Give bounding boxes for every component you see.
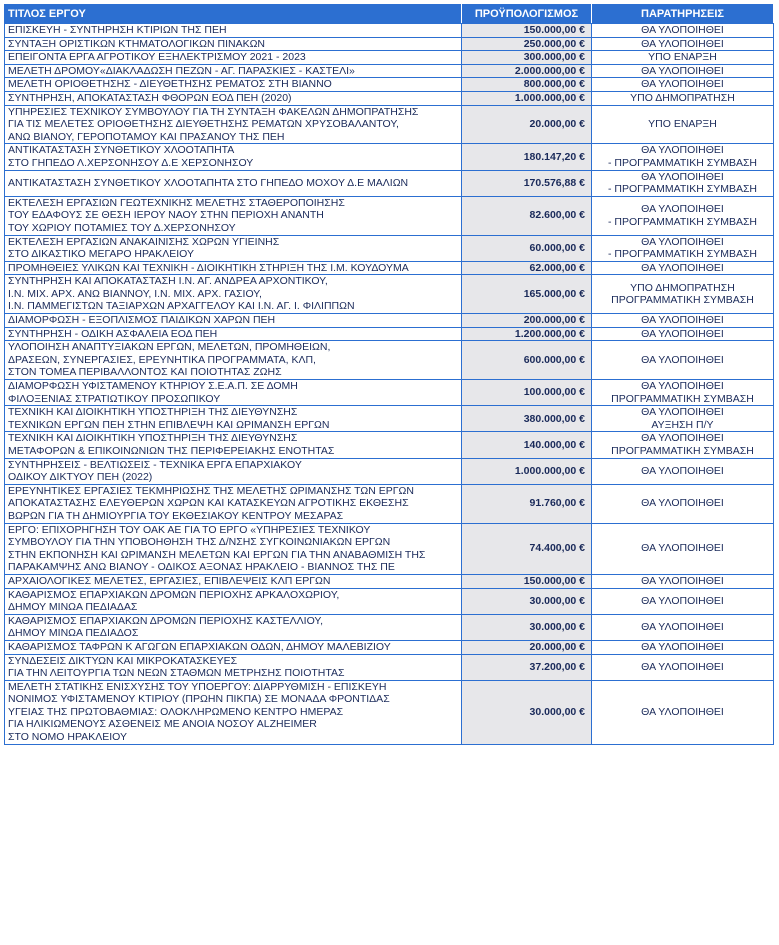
project-title-line: ΣΤΟ ΔΙΚΑΣΤΙΚΟ ΜΕΓΑΡΟ ΗΡΑΚΛΕΙΟΥ <box>8 248 194 261</box>
remarks-line: ΘΑ ΥΛΟΠΟΙΗΘΕΙ <box>641 144 724 157</box>
remarks-line: ΘΑ ΥΛΟΠΟΙΗΘΕΙ <box>641 235 724 248</box>
project-title-line: ΔΙΑΜΟΡΦΩΣΗ - ΕΞΟΠΛΙΣΜΟΣ ΠΑΙΔΙΚΩΝ ΧΑΡΩΝ ΠΕΗ <box>8 314 276 327</box>
project-title-cell <box>5 51 462 65</box>
remarks-cell <box>592 640 774 654</box>
table-row <box>5 196 774 235</box>
remarks-line: - ΠΡΟΓΡΑΜΜΑΤΙΚΗ ΣΥΜΒΑΣΗ <box>607 215 758 228</box>
column-header-remarks: ΠΑΡΑΤΗΡΗΣΕΙΣ <box>592 5 774 24</box>
project-title-line: Ι.Ν. ΜΙΧ. ΑΡΧ. ΑΝΩ ΒΙΑΝΝΟΥ, Ι.Ν. ΜΙΧ. ΑΡΧ. ΓΑΣΙΟΥ, <box>8 287 262 300</box>
project-title-cell <box>5 275 462 314</box>
table-row <box>5 640 774 654</box>
remarks-cell <box>592 37 774 51</box>
budget-cell: 170.576,88 € <box>462 170 592 196</box>
remarks-cell <box>592 680 774 744</box>
project-title-cell <box>5 432 462 458</box>
project-title-cell <box>5 406 462 432</box>
table-header-row <box>5 5 774 24</box>
remarks-line: ΥΠΟ ΔΗΜΟΠΡΑΤΗΣΗ <box>630 91 735 104</box>
project-title-cell <box>5 484 462 523</box>
remarks-cell <box>592 51 774 65</box>
budget-cell: 800.000,00 € <box>462 78 592 92</box>
table-row <box>5 432 774 458</box>
project-title-cell <box>5 588 462 614</box>
project-title-line: ΕΡΕΥΝΗΤΙΚΕΣ ΕΡΓΑΣΙΕΣ ΤΕΚΜΗΡΙΩΣΗΣ ΤΗΣ ΜΕΛΕΤΗΣ ΩΡΙΜΑΝΣΗΣ ΤΩΝ ΕΡΓΩΝ <box>8 484 414 497</box>
project-title-line: ΕΠΙΣΚΕΥΗ - ΣΥΝΤΗΡΗΣΗ ΚΤΙΡΙΩΝ ΤΗΣ ΠΕΗ <box>8 24 227 36</box>
project-title-line: ΔΙΑΜΟΡΦΩΣΗ ΥΦΙΣΤΑΜΕΝΟΥ ΚΤΗΡΙΟΥ Σ.Ε.Α.Π. ΣΕ ΔΟΜΗ <box>8 380 298 393</box>
table-row <box>5 406 774 432</box>
remarks-cell <box>592 64 774 78</box>
remarks-line: ΘΑ ΥΛΟΠΟΙΗΘΕΙ <box>641 705 724 718</box>
remarks-cell <box>592 24 774 38</box>
table-row <box>5 523 774 574</box>
table-row <box>5 51 774 65</box>
budget-cell: 20.000,00 € <box>462 640 592 654</box>
remarks-line: ΘΑ ΥΛΟΠΟΙΗΘΕΙ <box>641 314 724 327</box>
budget-cell: 1.000.000,00 € <box>462 91 592 105</box>
project-title-line: ΣΤΗΝ ΕΚΠΟΝΗΣΗ ΚΑΙ ΩΡΙΜΑΝΣΗ ΜΕΛΕΤΩΝ ΚΑΙ ΕΡΓΩΝ ΓΙΑ ΤΗΝ ΑΝΑΒΑΘΜΙΣΗ ΤΗΣ <box>8 548 426 561</box>
budget-cell: 1.000.000,00 € <box>462 458 592 484</box>
remarks-line: ΥΠΟ ΔΗΜΟΠΡΑΤΗΣΗ <box>630 281 735 294</box>
project-title-cell <box>5 144 462 170</box>
project-title-cell <box>5 380 462 406</box>
budget-cell: 62.000,00 € <box>462 261 592 275</box>
remarks-cell <box>592 105 774 144</box>
budget-cell: 600.000,00 € <box>462 341 592 380</box>
project-title-cell <box>5 261 462 275</box>
project-title-line: ΔΗΜΟΥ ΜΙΝΩΑ ΠΕΔΙΑΔΟΣ <box>8 627 139 640</box>
remarks-line: ΘΑ ΥΛΟΠΟΙΗΘΕΙ <box>641 594 724 607</box>
budget-cell: 30.000,00 € <box>462 588 592 614</box>
remarks-line: ΘΑ ΥΛΟΠΟΙΗΘΕΙ <box>641 621 724 634</box>
project-title-cell <box>5 170 462 196</box>
budget-cell: 250.000,00 € <box>462 37 592 51</box>
remarks-line: - ΠΡΟΓΡΑΜΜΑΤΙΚΗ ΣΥΜΒΑΣΗ <box>607 156 758 169</box>
budget-cell: 180.147,20 € <box>462 144 592 170</box>
table-row <box>5 574 774 588</box>
project-title-line: ΣΥΝΤΗΡΗΣΕΙΣ - ΒΕΛΤΙΩΣΕΙΣ - ΤΕΧΝΙΚΑ ΕΡΓΑ ΕΠΑΡΧΙΑΚΟΥ <box>8 458 302 471</box>
table-row <box>5 341 774 380</box>
project-title-line: ΑΡΧΑΙΟΛΟΓΙΚΕΣ ΜΕΛΕΤΕΣ, ΕΡΓΑΣΙΕΣ, ΕΠΙΒΛΕΨΕΙΣ ΚΛΠ ΕΡΓΩΝ <box>8 574 331 587</box>
table-row <box>5 314 774 328</box>
remarks-cell <box>592 170 774 196</box>
remarks-cell <box>592 314 774 328</box>
remarks-line: ΘΑ ΥΛΟΠΟΙΗΘΕΙ <box>641 542 724 555</box>
project-title-line: ΑΠΟΚΑΤΑΣΤΑΣΗΣ ΕΛΕΥΘΕΡΩΝ ΧΩΡΩΝ ΚΑΙ ΚΑΤΑΣΚΕΥΩΝ ΑΓΡΟΤΙΚΗΣ ΕΚΘΕΣΗΣ <box>8 497 409 510</box>
project-title-line: ΣΤΟΝ ΤΟΜΕΑ ΠΕΡΙΒΑΛΛΟΝΤΟΣ ΚΑΙ ΠΟΙΟΤΗΤΑΣ ΖΩΗΣ <box>8 366 282 379</box>
table-row <box>5 144 774 170</box>
project-title-line: ΣΤΟ ΓΗΠΕΔΟ Λ.ΧΕΡΣΟΝΗΣΟΥ Δ.Ε ΧΕΡΣΟΝΗΣΟΥ <box>8 156 254 169</box>
remarks-line: - ΠΡΟΓΡΑΜΜΑΤΙΚΗ ΣΥΜΒΑΣΗ <box>607 183 758 196</box>
project-title-line: ΜΕΤΑΦΟΡΩΝ & ΕΠΙΚΟΙΝΩΝΙΩΝ ΤΗΣ ΠΕΡΙΦΕΡΕΙΑΚΗΣ ΕΝΟΤΗΤΑΣ <box>8 445 335 457</box>
remarks-cell <box>592 380 774 406</box>
project-title-line: ΣΥΝΤΗΡΗΣΗ - ΟΔΙΚΗ ΑΣΦΑΛΕΙΑ ΕΟΔ ΠΕΗ <box>8 327 218 340</box>
table-row <box>5 614 774 640</box>
budget-cell: 20.000,00 € <box>462 105 592 144</box>
remarks-line: ΠΡΟΓΡΑΜΜΑΤΙΚΗ ΣΥΜΒΑΣΗ <box>611 294 754 307</box>
budget-cell: 200.000,00 € <box>462 314 592 328</box>
remarks-cell <box>592 91 774 105</box>
remarks-line: - ΠΡΟΓΡΑΜΜΑΤΙΚΗ ΣΥΜΒΑΣΗ <box>607 248 758 261</box>
project-title-line: ΚΑΘΑΡΙΣΜΟΣ ΤΑΦΡΩΝ Κ ΑΓΩΓΩΝ ΕΠΑΡΧΙΑΚΩΝ ΟΔΩΝ, ΔΗΜΟΥ ΜΑΛΕΒΙΖΙΟΥ <box>8 640 391 653</box>
project-title-cell <box>5 314 462 328</box>
table-row <box>5 380 774 406</box>
remarks-cell <box>592 574 774 588</box>
project-title-line: ΣΤΟ ΝΟΜΟ ΗΡΑΚΛΕΙΟΥ <box>8 731 127 744</box>
project-title-line: ΣΥΝΤΑΞΗ ΟΡΙΣΤΙΚΩΝ ΚΤΗΜΑΤΟΛΟΓΙΚΩΝ ΠΙΝΑΚΩΝ <box>8 37 266 50</box>
table-row <box>5 78 774 92</box>
budget-cell: 82.600,00 € <box>462 196 592 235</box>
project-title-cell <box>5 37 462 51</box>
project-title-line: ΕΚΤΕΛΕΣΗ ΕΡΓΑΣΙΩΝ ΓΕΩΤΕΧΝΙΚΗΣ ΜΕΛΕΤΗΣ ΣΤΑΘΕΡΟΠΟΙΗΣΗΣ <box>8 196 345 209</box>
project-title-line: ΤΕΧΝΙΚΩΝ ΕΡΓΩΝ ΠΕΗ ΣΤΗΝ ΕΠΙΒΛΕΨΗ ΚΑΙ ΩΡΙΜΑΝΣΗ ΕΡΓΩΝ <box>8 418 330 431</box>
remarks-line: ΘΑ ΥΛΟΠΟΙΗΘΕΙ <box>641 203 724 216</box>
project-title-cell <box>5 327 462 341</box>
project-title-line: ΝΟΝΙΜΟΣ ΥΦΙΣΤΑΜΕΝΟΥ ΚΤΙΡΙΟΥ (ΠΡΩΗΝ ΠΙΚΠΑ) ΣΕ ΜΟΝΑΔΑ ΦΡΟΝΤΙΔΑΣ <box>8 693 390 706</box>
budget-cell: 37.200,00 € <box>462 654 592 680</box>
budget-cell: 1.200.000,00 € <box>462 327 592 341</box>
remarks-line: ΠΡΟΓΡΑΜΜΑΤΙΚΗ ΣΥΜΒΑΣΗ <box>611 445 754 457</box>
project-title-line: Ι.Ν. ΠΑΜΜΕΓΙΣΤΩΝ ΤΑΞΙΑΡΧΩΝ ΑΡΧΑΓΓΕΛΟΥ ΚΑΙ Ι.Ν. ΑΓ. Ι. ΦΙΛΙΠΠΩΝ <box>8 300 355 313</box>
project-title-cell <box>5 105 462 144</box>
table-row <box>5 261 774 275</box>
project-title-cell <box>5 64 462 78</box>
remarks-line: ΘΑ ΥΛΟΠΟΙΗΘΕΙ <box>641 380 724 393</box>
remarks-line: ΑΥΞΗΣΗ Π/Υ <box>651 418 714 431</box>
table-row <box>5 235 774 261</box>
project-title-line: ΤΟΥ ΕΔΑΦΟΥΣ ΣΕ ΘΕΣΗ ΙΕΡΟΥ ΝΑΟΥ ΣΤΗΝ ΠΕΡΙΟΧΗ ΑΝΑΝΤΗ <box>8 209 324 222</box>
remarks-cell <box>592 432 774 458</box>
table-row <box>5 458 774 484</box>
budget-cell: 140.000,00 € <box>462 432 592 458</box>
budget-cell: 150.000,00 € <box>462 574 592 588</box>
budget-cell: 150.000,00 € <box>462 24 592 38</box>
project-title-line: ΣΥΝΤΗΡΗΣΗ, ΑΠΟΚΑΤΑΣΤΑΣΗ ΦΘΟΡΩΝ ΕΟΔ ΠΕΗ (2020) <box>8 91 292 104</box>
remarks-line: ΘΑ ΥΛΟΠΟΙΗΘΕΙ <box>641 261 724 274</box>
project-title-cell <box>5 640 462 654</box>
project-title-line: ΤΕΧΝΙΚΗ ΚΑΙ ΔΙΟΙΚΗΤΙΚΗ ΥΠΟΣΤΗΡΙΞΗ ΤΗΣ ΔΙΕΥΘΥΝΣΗΣ <box>8 432 298 445</box>
remarks-line: ΘΑ ΥΛΟΠΟΙΗΘΕΙ <box>641 327 724 340</box>
project-title-line: ΣΥΜΒΟΥΛΟΥ ΓΙΑ ΤΗΝ ΥΠΟΒΟΗΘΗΣΗ ΤΗΣ Δ/ΝΣΗΣ ΣΥΓΚΟΙΝΩΝΙΑΚΩΝ ΕΡΓΩΝ <box>8 536 391 549</box>
remarks-cell <box>592 484 774 523</box>
remarks-line: ΘΑ ΥΛΟΠΟΙΗΘΕΙ <box>641 432 724 445</box>
table-row <box>5 170 774 196</box>
column-header-budget: ΠΡΟΫΠΟΛΟΓΙΣΜΟΣ <box>462 5 592 24</box>
remarks-cell <box>592 523 774 574</box>
table-row <box>5 484 774 523</box>
project-title-line: ΕΡΓΟ: ΕΠΙΧΟΡΗΓΗΣΗ ΤΟΥ ΟΑΚ ΑΕ ΓΙΑ ΤΟ ΕΡΓΟ «ΥΠΗΡΕΣΙΕΣ ΤΕΧΝΙΚΟΥ <box>8 523 371 536</box>
remarks-line: ΘΑ ΥΛΟΠΟΙΗΘΕΙ <box>641 574 724 587</box>
table-row <box>5 64 774 78</box>
remarks-line: ΘΑ ΥΛΟΠΟΙΗΘΕΙ <box>641 170 724 183</box>
remarks-cell <box>592 235 774 261</box>
project-title-line: ΣΥΝΤΗΡΗΣΗ ΚΑΙ ΑΠΟΚΑΤΑΣΤΑΣΗ Ι.Ν. ΑΓ. ΑΝΔΡΕΑ ΑΡΧΟΝΤΙΚΟΥ, <box>8 275 328 288</box>
remarks-line: ΘΑ ΥΛΟΠΟΙΗΘΕΙ <box>641 353 724 366</box>
remarks-line: ΘΑ ΥΛΟΠΟΙΗΘΕΙ <box>641 660 724 673</box>
table-row <box>5 680 774 744</box>
projects-table <box>4 4 774 745</box>
project-title-line: ΜΕΛΕΤΗ ΟΡΙΟΘΕΤΗΣΗΣ - ΔΙΕΥΘΕΤΗΣΗΣ ΡΕΜΑΤΟΣ ΣΤΗ ΒΙΑΝΝΟ <box>8 78 332 91</box>
budget-cell: 2.000.000,00 € <box>462 64 592 78</box>
project-title-line: ΔΡΑΣΕΩΝ, ΣΥΝΕΡΓΑΣΙΕΣ, ΕΡΕΥΝΗΤΙΚΑ ΠΡΟΓΡΑΜΜΑΤΑ, ΚΛΠ, <box>8 353 316 366</box>
remarks-line: ΘΑ ΥΛΟΠΟΙΗΘΕΙ <box>641 406 724 419</box>
project-title-line: ΓΙΑ ΗΛΙΚΙΩΜΕΝΟΥΣ ΑΣΘΕΝΕΙΣ ΜΕ ΑΝΟΙΑ ΝΟΣΟΥ ALZHEIMER <box>8 718 317 731</box>
project-title-line: ΦΙΛΟΞΕΝΙΑΣ ΣΤΡΑΤΙΩΤΙΚΟΥ ΠΡΟΣΩΠΙΚΟΥ <box>8 392 221 405</box>
remarks-line: ΘΑ ΥΛΟΠΟΙΗΘΕΙ <box>641 78 724 91</box>
remarks-cell <box>592 78 774 92</box>
budget-cell: 30.000,00 € <box>462 614 592 640</box>
column-header-title: ΤΙΤΛΟΣ ΕΡΓΟΥ <box>5 5 462 24</box>
project-title-line: ΜΕΛΕΤΗ ΔΡΟΜΟΥ«ΔΙΑΚΛΑΔΩΣΗ ΠΕΖΩΝ - ΑΓ. ΠΑΡΑΣΚΙΕΣ - ΚΑΣΤΕΛΙ» <box>8 64 355 77</box>
project-title-cell <box>5 235 462 261</box>
remarks-line: ΠΡΟΓΡΑΜΜΑΤΙΚΗ ΣΥΜΒΑΣΗ <box>611 392 754 405</box>
project-title-line: ΑΝΤΙΚΑΤΑΣΤΑΣΗ ΣΥΝΘΕΤΙΚΟΥ ΧΛΟΟΤΑΠΗΤΑ ΣΤΟ ΓΗΠΕΔΟ ΜΟΧΟΥ Δ.Ε ΜΑΛΙΩΝ <box>8 176 409 189</box>
project-title-cell <box>5 523 462 574</box>
remarks-cell <box>592 588 774 614</box>
remarks-cell <box>592 614 774 640</box>
table-row <box>5 588 774 614</box>
project-title-cell <box>5 614 462 640</box>
project-title-cell <box>5 91 462 105</box>
project-title-cell <box>5 680 462 744</box>
table-row <box>5 654 774 680</box>
budget-cell: 74.400,00 € <box>462 523 592 574</box>
budget-cell: 300.000,00 € <box>462 51 592 65</box>
project-title-line: ΥΓΕΙΑΣ ΤΗΣ ΠΡΩΤΟΒΑΘΜΙΑΣ: ΟΛΟΚΛΗΡΩΜΕΝΟ ΚΕΝΤΡΟ ΗΜΕΡΑΣ <box>8 705 344 718</box>
table-row <box>5 37 774 51</box>
remarks-line: ΘΑ ΥΛΟΠΟΙΗΘΕΙ <box>641 37 724 50</box>
project-title-line: ΜΕΛΕΤΗ ΣΤΑΤΙΚΗΣ ΕΝΙΣΧΥΣΗΣ ΤΟΥ ΥΠΟΕΡΓΟΥ: ΔΙΑΡΡΥΘΜΙΣΗ - ΕΠΙΣΚΕΥΗ <box>8 680 387 693</box>
project-title-line: ΕΠΕΙΓΟΝΤΑ ΕΡΓΑ ΑΓΡΟΤΙΚΟΥ ΕΞΗΛΕΚΤΡΙΣΜΟΥ 2021 - 2023 <box>8 51 306 64</box>
budget-cell: 60.000,00 € <box>462 235 592 261</box>
table-row <box>5 91 774 105</box>
table-row <box>5 24 774 38</box>
project-title-line: ΔΗΜΟΥ ΜΙΝΩΑ ΠΕΔΙΑΔΑΣ <box>8 601 138 614</box>
project-title-line: ΑΝΩ ΒΙΑΝΟΥ, ΓΕΡΟΠΟΤΑΜΟΥ ΚΑΙ ΠΡΑΣΑΝΟΥ ΤΗΣ ΠΕΗ <box>8 130 285 143</box>
project-title-line: ΤΟΥ ΧΩΡΙΟΥ ΠΟΤΑΜΙΕΣ ΤΟΥ Δ.ΧΕΡΣΟΝΗΣΟΥ <box>8 221 236 234</box>
remarks-line: ΥΠΟ ΕΝΑΡΞΗ <box>648 118 717 131</box>
project-title-line: ΠΡΟΜΗΘΕΙΕΣ ΥΛΙΚΩΝ ΚΑΙ ΤΕΧΝΙΚΗ - ΔΙΟΙΚΗΤΙΚΗ ΣΤΗΡΙΞΗ ΤΗΣ Ι.Μ. ΚΟΥΔΟΥΜΑ <box>8 261 409 274</box>
budget-cell: 100.000,00 € <box>462 380 592 406</box>
remarks-cell <box>592 458 774 484</box>
remarks-line: ΘΑ ΥΛΟΠΟΙΗΘΕΙ <box>641 464 724 477</box>
remarks-cell <box>592 144 774 170</box>
remarks-line: ΘΑ ΥΛΟΠΟΙΗΘΕΙ <box>641 24 724 36</box>
table-row <box>5 327 774 341</box>
table-row <box>5 275 774 314</box>
remarks-cell <box>592 261 774 275</box>
project-title-cell <box>5 24 462 38</box>
project-title-line: ΓΙΑ ΤΙΣ ΜΕΛΕΤΕΣ ΟΡΙΟΘΕΤΗΣΗΣ ΔΙΕΥΘΕΤΗΣΗΣ ΡΕΜΑΤΩΝ ΧΡΥΣΟΒΑΛΑΝΤΟΥ, <box>8 118 399 131</box>
remarks-cell <box>592 341 774 380</box>
project-title-line: ΤΕΧΝΙΚΗ ΚΑΙ ΔΙΟΙΚΗΤΙΚΗ ΥΠΟΣΤΗΡΙΞΗ ΤΗΣ ΔΙΕΥΘΥΝΣΗΣ <box>8 406 298 419</box>
project-title-line: ΚΑΘΑΡΙΣΜΟΣ ΕΠΑΡΧΙΑΚΩΝ ΔΡΟΜΩΝ ΠΕΡΙΟΧΗΣ ΑΡΚΑΛΟΧΩΡΙΟΥ, <box>8 588 340 601</box>
project-title-line: ΑΝΤΙΚΑΤΑΣΤΑΣΗ ΣΥΝΘΕΤΙΚΟΥ ΧΛΟΟΤΑΠΗΤΑ <box>8 144 235 157</box>
remarks-cell <box>592 275 774 314</box>
project-title-line: ΕΚΤΕΛΕΣΗ ΕΡΓΑΣΙΩΝ ΑΝΑΚΑΙΝΙΣΗΣ ΧΩΡΩΝ ΥΓΙΕΙΝΗΣ <box>8 235 280 248</box>
project-title-cell <box>5 654 462 680</box>
table-row <box>5 105 774 144</box>
remarks-cell <box>592 327 774 341</box>
project-title-line: ΥΛΟΠΟΙΗΣΗ ΑΝΑΠΤΥΞΙΑΚΩΝ ΕΡΓΩΝ, ΜΕΛΕΤΩΝ, ΠΡΟΜΗΘΕΙΩΝ, <box>8 341 331 354</box>
project-title-line: ΟΔΙΚΟΥ ΔΙΚΤΥΟΥ ΠΕΗ (2022) <box>8 471 153 484</box>
project-title-line: ΓΙΑ ΤΗΝ ΛΕΙΤΟΥΡΓΙΑ ΤΩΝ ΝΕΩΝ ΣΤΑΘΜΩΝ ΜΕΤΡΗΣΗΣ ΠΟΙΟΤΗΤΑΣ <box>8 667 345 680</box>
budget-cell: 165.000,00 € <box>462 275 592 314</box>
budget-cell: 91.760,00 € <box>462 484 592 523</box>
project-title-cell <box>5 341 462 380</box>
project-title-line: ΣΥΝΔΕΣΕΙΣ ΔΙΚΤΥΩΝ ΚΑΙ ΜΙΚΡΟΚΑΤΑΣΚΕΥΕΣ <box>8 654 238 667</box>
remarks-cell <box>592 406 774 432</box>
project-title-line: ΥΠΗΡΕΣΙΕΣ ΤΕΧΝΙΚΟΥ ΣΥΜΒΟΥΛΟΥ ΓΙΑ ΤΗ ΣΥΝΤΑΞΗ ΦΑΚΕΛΩΝ ΔΗΜΟΠΡΑΤΗΣΗΣ <box>8 105 419 118</box>
table-body <box>5 24 774 745</box>
project-title-cell <box>5 78 462 92</box>
project-title-line: ΚΑΘΑΡΙΣΜΟΣ ΕΠΑΡΧΙΑΚΩΝ ΔΡΟΜΩΝ ΠΕΡΙΟΧΗΣ ΚΑΣΤΕΛΛΙΟΥ, <box>8 614 324 627</box>
remarks-line: ΥΠΟ ΕΝΑΡΞΗ <box>648 51 717 64</box>
project-title-line: ΠΑΡΑΚΑΜΨΗΣ ΑΝΩ ΒΙΑΝΟΥ - ΟΔΙΚΟΣ ΑΞΟΝΑΣ ΗΡΑΚΛΕΙΟ - ΒΙΑΝΝΟΣ ΤΗΣ ΠΕ <box>8 561 395 574</box>
remarks-cell <box>592 196 774 235</box>
project-title-cell <box>5 458 462 484</box>
project-title-line: ΒΩΡΩΝ ΓΙΑ ΤΗ ΔΗΜΙΟΥΡΓΙΑ ΤΟΥ ΕΚΘΕΣΙΑΚΟΥ ΚΕΝΤΡΟΥ ΜΕΣΑΡΑΣ <box>8 509 344 522</box>
project-title-cell <box>5 196 462 235</box>
remarks-line: ΘΑ ΥΛΟΠΟΙΗΘΕΙ <box>641 497 724 510</box>
remarks-line: ΘΑ ΥΛΟΠΟΙΗΘΕΙ <box>641 64 724 77</box>
project-title-cell <box>5 574 462 588</box>
budget-cell: 380.000,00 € <box>462 406 592 432</box>
remarks-cell <box>592 654 774 680</box>
remarks-line: ΘΑ ΥΛΟΠΟΙΗΘΕΙ <box>641 640 724 653</box>
budget-cell: 30.000,00 € <box>462 680 592 744</box>
